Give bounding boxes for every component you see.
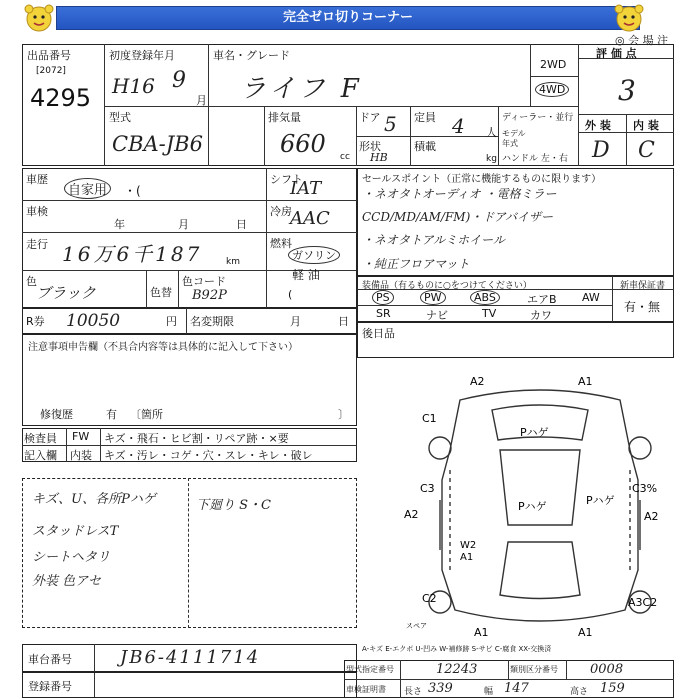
inspector-fw-key: FW	[72, 430, 90, 443]
name-change-month: 月	[290, 315, 301, 328]
diagram-a1-mid: A1	[460, 552, 474, 563]
docs-label: 後日品	[362, 327, 395, 340]
inspector-fw-row: キズ・飛石・ヒビ割・リペア跡・×要	[104, 432, 289, 445]
repair-label: 修復歴	[40, 408, 73, 421]
history-label: 車歴	[26, 173, 48, 186]
equip-navi: ナビ	[426, 309, 448, 322]
sales-point-3: ・ネオタトアルミホイール	[362, 233, 505, 247]
shape-value: HB	[370, 151, 388, 164]
repair-location-label: 〔箇所	[130, 408, 163, 421]
displacement-value: 660	[280, 130, 326, 158]
damage-legend: A-キズ E-エクボ U-凹み W-補修跡 S-サビ C-腐食 XX-交換済	[362, 645, 552, 653]
equip-leather: カワ	[530, 309, 552, 322]
mascot-icon-left	[22, 3, 56, 33]
warranty-value: 有・無	[624, 300, 661, 314]
diagram-a1-bottom-left: A1	[474, 626, 489, 639]
mascot-icon-right	[612, 3, 646, 33]
shape-label: 形状	[359, 140, 381, 153]
color-code: B92P	[192, 288, 227, 303]
load-label: 積載	[414, 140, 436, 153]
banner-title: 完全ゼロ切りコーナー	[56, 6, 640, 30]
inspection-label: 車検	[26, 205, 48, 218]
dealer-label: ディーラー・並行	[502, 113, 574, 123]
displacement-unit: cc	[340, 152, 350, 162]
diagram-phage-roof: Pハゲ	[520, 426, 549, 439]
year-label: 年式	[502, 139, 518, 148]
inspector-entry-label: 記入欄	[24, 449, 57, 462]
load-unit: kg	[486, 154, 497, 164]
ac-label: 冷房	[270, 205, 292, 218]
repair-location-close: 〕	[338, 408, 349, 421]
remark-1: キズ、U、各所Pハゲ	[32, 492, 156, 507]
mileage-label: 走行	[26, 238, 48, 251]
model-value: CBA-JB6	[112, 132, 203, 156]
mileage-value: 16万6千187	[62, 242, 203, 266]
fuel-label: 燃料	[270, 237, 292, 250]
diagram-c3-left: C3	[420, 482, 435, 495]
spec-length-value: 339	[428, 681, 453, 696]
chassis-label: 車台番号	[28, 653, 72, 666]
remark-4: 外装 色アセ	[32, 574, 102, 589]
remark-2: スタッドレスT	[32, 524, 119, 539]
lot-number: 4295	[30, 84, 92, 112]
spec-class-label: 類別区分番号	[510, 665, 558, 674]
recycle-label: R券	[26, 315, 45, 328]
mileage-unit: km	[226, 257, 240, 267]
history-paren: ・(	[124, 184, 141, 198]
color-label: 色	[26, 275, 37, 288]
chassis-value: JB6-4111714	[120, 647, 261, 668]
lot-label: 出品番号	[27, 49, 71, 62]
car-damage-diagram	[400, 370, 680, 640]
drive-4wd: 4WD	[535, 82, 569, 97]
score-int-label: 内 装	[633, 119, 659, 132]
score-value: 3	[618, 74, 636, 107]
sales-point-2: CCD/MD/AM/FM)・ドアバイザー	[362, 210, 553, 224]
diagram-phage-center: Pハゲ	[518, 500, 547, 513]
name-change-label: 名変期限	[190, 315, 234, 328]
model-label: 型式	[109, 111, 131, 124]
header-note: ◎ 会 場 注	[615, 34, 669, 47]
history-value: 自家用	[64, 178, 111, 199]
spec-length-label: 長さ	[404, 687, 423, 697]
equip-abs: ABS	[470, 290, 500, 305]
inspection-year: 年	[114, 218, 125, 231]
color-value: ブラック	[36, 284, 96, 302]
spec-height-value: 159	[600, 681, 625, 696]
first-reg-month-unit: 月	[196, 94, 207, 107]
diagram-w2: W2	[460, 540, 477, 551]
diagram-a2-left: A2	[404, 508, 419, 521]
first-reg-month: 9	[172, 68, 186, 93]
spec-class-value: 0008	[590, 662, 624, 677]
fuel-paren: (	[288, 288, 293, 301]
capacity-unit: 人	[486, 126, 497, 139]
spec-width-label: 幅	[484, 687, 494, 697]
handle-label: ハンドル 左・右	[502, 154, 568, 164]
recycle-unit: 円	[166, 315, 177, 328]
diagram-a2-top: A2	[470, 375, 485, 388]
diagram-c2: C2	[422, 592, 437, 605]
drive-2wd: 2WD	[540, 58, 567, 71]
docs-box	[357, 322, 674, 358]
lot-sub: [2072]	[36, 66, 66, 76]
diagram-a1-bottom-right: A1	[578, 626, 593, 639]
shift-value: IAT	[290, 178, 322, 199]
doors-label: ドア	[359, 111, 381, 124]
color-swap-label: 色替	[150, 286, 172, 299]
first-reg-label: 初度登録年月	[109, 49, 175, 62]
color-code-label: 色コード	[182, 275, 226, 288]
inspector-int-key: 内装	[70, 449, 92, 462]
car-name-value: ライフ F	[240, 74, 363, 104]
remark-right: 下廻り S・C	[196, 498, 271, 513]
inspector-label: 検査員	[24, 432, 57, 445]
diagram-c3-right: C3%	[632, 482, 658, 495]
spec-cert-label: 車検証明書	[346, 685, 386, 694]
ac-value: AAC	[290, 208, 330, 229]
equip-tv: TV	[482, 307, 497, 320]
remark-3: シートヘタリ	[32, 550, 111, 565]
warranty-label: 新車保証書	[620, 281, 666, 291]
repair-value: 有	[106, 408, 117, 421]
score-label: 評 価 点	[596, 47, 637, 60]
fuel-diesel: 軽 油	[292, 268, 320, 282]
diagram-spare: スペア	[406, 622, 427, 630]
equip-ps: PS	[372, 290, 394, 305]
diagram-c1: C1	[422, 412, 437, 425]
spec-type-label: 型式指定番号	[346, 665, 394, 674]
registration-label: 登録番号	[28, 680, 72, 693]
shift-label: シフト	[270, 173, 303, 186]
notes-label: 注意事項申告欄（不具合内容等は具体的に記入して下さい）	[28, 342, 298, 353]
inspection-month: 月	[178, 218, 189, 231]
sales-point-4: ・純正フロアマット	[362, 257, 470, 271]
capacity-label: 定員	[414, 111, 436, 124]
sales-points-label: セールスポイント（正常に機能するものに限ります）	[362, 174, 602, 185]
spec-height-label: 高さ	[570, 687, 589, 697]
diagram-a2-right: A2	[644, 510, 659, 523]
equip-pw: PW	[420, 290, 446, 305]
registration-row	[22, 672, 357, 698]
first-reg-era: H16	[112, 74, 155, 98]
car-name-label: 車名・グレード	[213, 49, 290, 62]
model-year-label: モデル	[502, 129, 526, 138]
equip-aw: AW	[582, 291, 600, 304]
score-int: C	[638, 138, 655, 163]
capacity-value: 4	[452, 114, 465, 138]
spec-width-value: 147	[504, 681, 529, 696]
equip-airbag: エアB	[527, 293, 557, 306]
inspection-day: 日	[236, 218, 247, 231]
spec-type-value: 12243	[436, 662, 478, 677]
diagram-a1-top: A1	[578, 375, 593, 388]
recycle-value: 10050	[66, 311, 121, 331]
sales-point-1: ・ネオタトオーディオ ・電格ミラー	[362, 187, 557, 201]
score-ext-label: 外 装	[585, 119, 611, 132]
diagram-a3c2: A3C2	[628, 596, 658, 609]
fuel-gas: ガソリン	[288, 246, 340, 264]
doors-value: 5	[384, 112, 397, 136]
equip-sr: SR	[376, 307, 391, 320]
diagram-phage-right: Pハゲ	[586, 494, 615, 507]
displacement-label: 排気量	[268, 111, 301, 124]
name-change-day: 日	[338, 315, 349, 328]
equipment-label: 装備品（有るものに○をつけてください）	[362, 281, 532, 291]
score-ext: D	[592, 138, 610, 163]
inspector-int-row: キズ・汚レ・コゲ・穴・スレ・キレ・破レ	[104, 449, 313, 462]
